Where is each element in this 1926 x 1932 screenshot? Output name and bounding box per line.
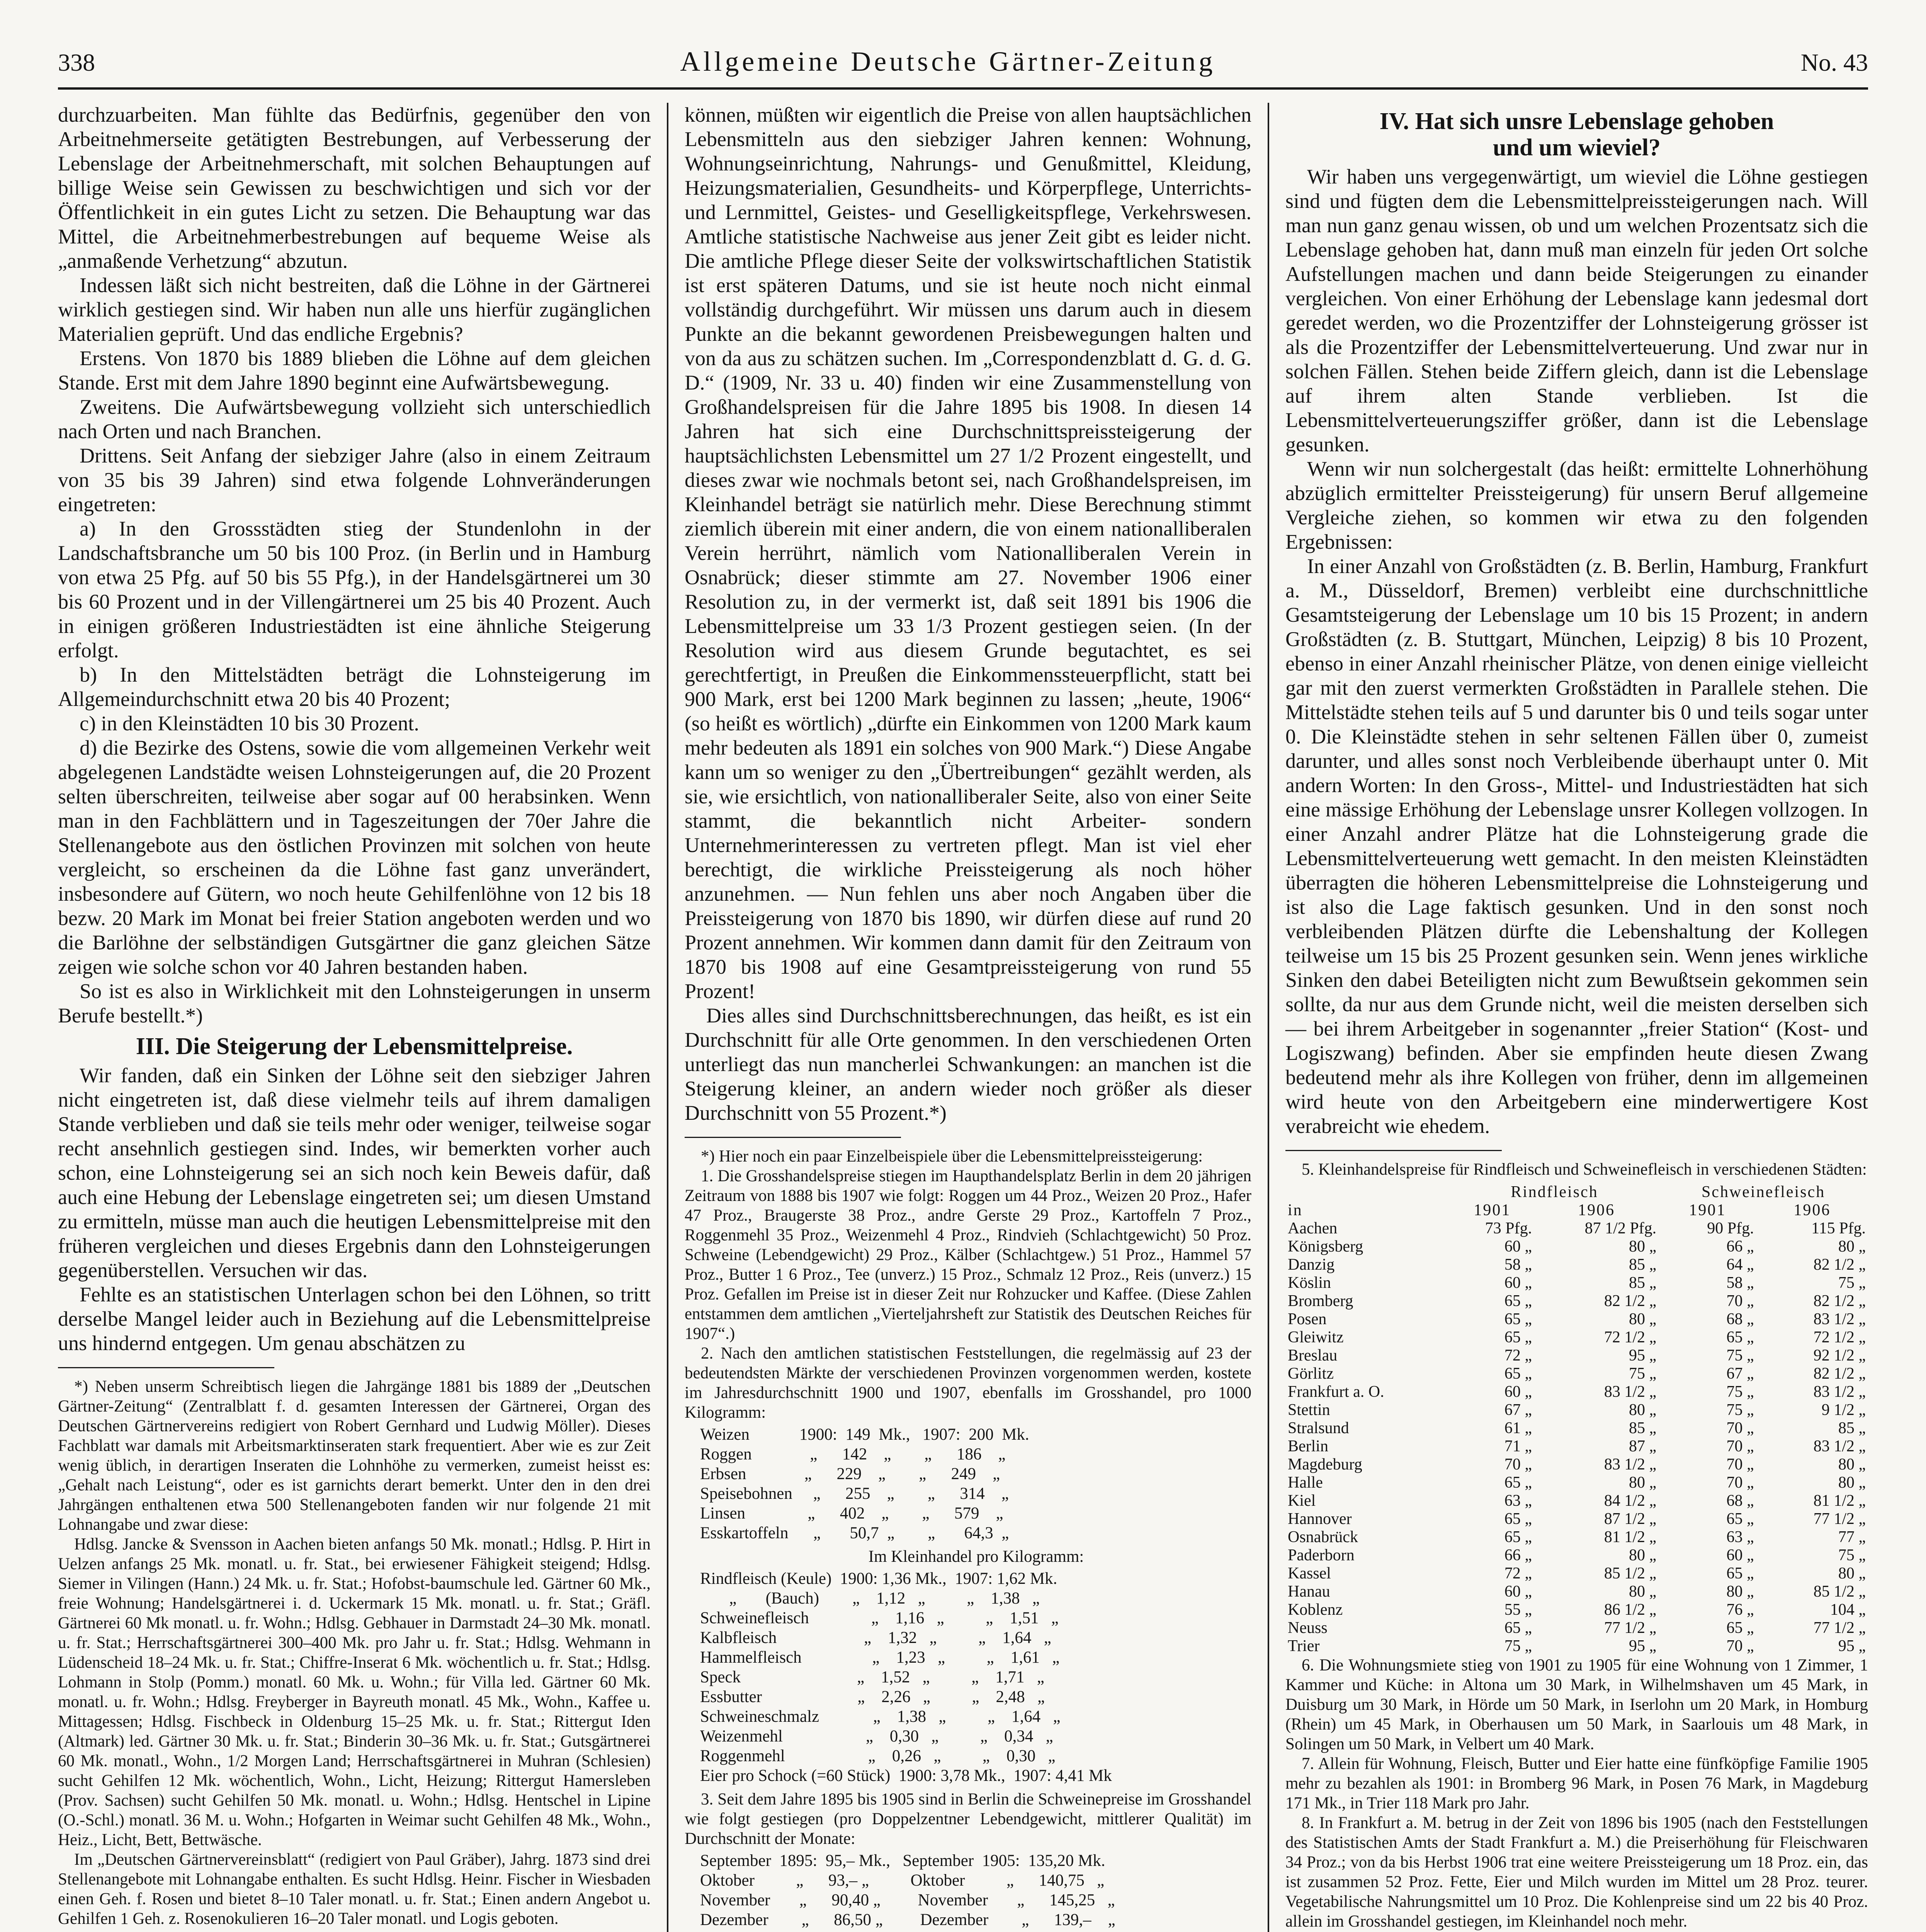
table-row [1285,1310,1868,1328]
table-cell: 104 „ [1830,1601,1866,1619]
table-cell: 65 „ [1726,1328,1754,1346]
table-cell: 65 „ [1504,1292,1532,1310]
paragraph: In einer Anzahl von Großstädten (z. B. Berlin, Hamburg, Frankfurt a. M., Düsseldorf, Bremen) verbleibt eine durchschnittliche Gesamtsteigerung der Lebenslage um 10 bis 15 Prozent; in andern Großstädten (z. B. Stuttgart, München, Leipzig) 8 bis 10 Prozent, ebenso in einer Anzahl rheinischer Plätze, von denen einige vielleicht gar mit den zuerst vermerkten Großstädten in Parallele stehen. Die Mittelstädte stehen teils auf 5 und darunter bis 0 und teils sogar unter 0. Die Kleinstädte stehen in sehr seltenen Fällen über 0, zumeist darunter, und alles sonst noch Verbleibende überhaupt unter 0. Mit andern Worten: In den Gross-, Mittel- und Industriestädten hat sich eine mässige Erhöhung der Lebenslage unsrer Kollegen vollzogen. In einer Anzahl andrer Plätze hat die Lohnsteigerung grade die Lebensmittelverteuerung wett gemacht. In den meisten Kleinstädten überragten die höheren Lebensmittelpreise die Lohnsteigerung und ist also die Lage faktisch gesunken. Und in den sonst noch verbleibenden Plätzen dürfte die Lebenshaltung der Kollegen teilweise um 15 bis 25 Prozent gesunken sein. Wenn jenes wirkliche Sinken den dabei Beteiligten nicht zum Bewußtsein gekommen sein sollte, da nur aus dem Grunde nicht, weil die meisten derselben sich — bei ihrem Arbeitgeber in sogenannter „freier Station“ (Kost- und Logiszwang) befinden. Aber sie empfinden heute diesen Zwang bedeutend mehr als ihre Kollegen von früher, denn im allgemeinen wird heute von den Arbeitgebern eine minderwertigere Kost verabreicht wie ehedem. [1285,554,1868,1138]
paragraph: Wir haben uns vergegenwärtigt, um wieviel die Löhne gestiegen sind und fügten dem die Lebensmittelpreissteigerungen nach. Will man nun ganz genau wissen, ob und um welchen Prozentsatz sich die Lebenslage gehoben hat, dann muß man einzeln für jeden Ort solche Aufstellungen machen und dann beide Steigerungen zu einander vergleichen. Von einer Erhöhung der Lebenslage kann jedesmal dort geredet werden, wo die Prozentziffer der Lohnsteigerung grösser ist als die Prozentziffer der Lebensmittelverteuerung. Und zwar nur in solchen Fällen. Stehen beide Ziffern gleich, dann ist die Lebenslage auf ihrem alten Stande verblieben. Ist die Lebensmittelverteuerungsziffer größer, dann ist die Lebenslage gesunken. [1285,165,1868,456]
page-header [58,46,1868,90]
table-cell: 60 „ [1504,1583,1532,1600]
table-cell: 72 1/2 „ [1604,1328,1657,1346]
table-cell: 65 „ [1726,1510,1754,1528]
table-cell: Stettin [1288,1401,1330,1419]
footnote-block [58,1377,651,1929]
table-cell: 70 „ [1726,1437,1754,1455]
table-cell: 85 „ [1629,1274,1657,1292]
table-cell: 81 1/2 „ [1604,1528,1657,1546]
table-row [1285,1637,1868,1655]
table-cell: 64 „ [1726,1256,1754,1274]
table-row [1285,1347,1868,1365]
table-cell: Osnabrück [1288,1528,1358,1546]
table-cell: 60 „ [1504,1383,1532,1401]
paragraph: Drittens. Seit Anfang der siebziger Jahre (also in einem Zeitraum von 35 bis 39 Jahren) sind etwa folgende Lohnveränderungen eingetreten: [58,444,651,516]
table-cell: Gleiwitz [1288,1328,1344,1346]
table-row [1285,1583,1868,1601]
table-cell: 65 „ [1504,1365,1532,1383]
footnote: *) Hier noch ein paar Einzelbeispiele über die Lebensmittelpreissteigerung: [701,1147,1203,1165]
footnote: 5. Kleinhandelspreise für Rindfleisch und Schweinefleisch in verschiedenen Städten: [1302,1160,1867,1179]
table-cell: 81 1/2 „ [1813,1492,1866,1510]
table-cell: Breslau [1288,1347,1338,1364]
table-cell: 80 „ [1838,1238,1866,1255]
table-cell: 80 „ [1629,1546,1657,1564]
table-row: Oktober „ 93,– „ Oktober „ 140,75 „ [700,1871,1105,1889]
footnote-block [1285,1160,1868,1932]
table-cell: 60 „ [1726,1546,1754,1564]
table-row [1285,1565,1868,1583]
table-heading: Im Kleinhandel pro Kilogramm: [868,1548,1084,1566]
table-row: Schweineschmalz „ 1,38 „ „ 1,64 „ [700,1708,1061,1726]
table-cell: Berlin [1288,1437,1328,1455]
table-cell: 70 „ [1504,1456,1532,1473]
table-cell: 75 „ [1504,1637,1532,1655]
table-cell: Kiel [1288,1492,1316,1510]
table-cell: 82 1/2 „ [1604,1292,1657,1310]
table-header-cell: 1901 [1689,1201,1726,1219]
table-cell: Hannover [1288,1510,1352,1528]
table-cell: 83 1/2 „ [1604,1383,1657,1401]
table-cell: 71 „ [1504,1437,1532,1455]
table-cell: Koblenz [1288,1601,1343,1619]
table-cell: Königsberg [1288,1238,1363,1255]
table-cell: Magdeburg [1288,1456,1362,1473]
table-header-cell: in [1288,1201,1303,1219]
section-heading-iv [1285,108,1868,161]
retail-price-table [700,1569,1251,1786]
table-cell: 84 1/2 „ [1604,1492,1657,1510]
table-cell: 77 „ [1838,1528,1866,1546]
table-cell: Kassel [1288,1565,1331,1582]
article-columns [58,103,1868,1932]
table-cell: 90 Pfg. [1707,1219,1754,1237]
table-row [1285,1401,1868,1419]
footnote: 2. Nach den amtlichen statistischen Feststellungen, die regelmässig auf 23 der bedeutendsten Märkte der verschiedenen Provinzen vorgenommen werden, kostete im Jahresdurchschnitt 1900 und 1907, ebenfalls im Grosshandel, pro 1000 Kilogramm: [685,1344,1251,1422]
table-cell: 82 1/2 „ [1813,1292,1866,1310]
table-cell: 61 „ [1504,1419,1532,1437]
table-header-cell: Schweinefleisch [1701,1183,1826,1201]
table-cell: 80 „ [1838,1565,1866,1582]
table-row [1285,1492,1868,1510]
table-cell: 82 1/2 „ [1813,1365,1866,1383]
table-row: Hammelfleisch „ 1,23 „ „ 1,61 „ [700,1648,1060,1667]
table-row [1285,1274,1868,1292]
footnote-block [685,1146,1251,1932]
table-cell: 80 „ [1629,1474,1657,1492]
footnote: *) Neben unserm Schreibtisch liegen die Jahrgänge 1881 bis 1889 der „Deutschen Gärtner-Zeitung“ (Zentralblatt f. d. gesamten Interessen der Gärtnerei, Organ des Deutschen Gärtnervereins redigiert von Robert Gernhard und Ludwig Möller). Dieses Fachblatt war damals mit Arbeitsmarktinseraten stark frequentiert. Aber wie es zur Zeit wenig üblich, in derartigen Inseraten die Lohnhöhe zu vermerken, zumeist heisst es: „Gehalt nach Leistung“, oder es ist garnichts derart bemerkt. Unter den in den drei Jahrgängen enthaltenen etwa 500 Stellenangeboten fanden wir nur folgende 21 mit Lohnangabe und zwar diese: [58,1378,651,1534]
heading-line: und um wieviel? [1493,134,1661,161]
table-row [1285,1528,1868,1546]
table-row: „ (Bauch) „ 1,12 „ „ 1,38 „ [700,1589,1040,1607]
table-cell: Frankfurt a. O. [1288,1383,1384,1401]
table-cell: 63 „ [1726,1528,1754,1546]
footnote: Im „Deutschen Gärtnervereinsblatt“ (redigiert von Paul Gräber), Jahrg. 1873 sind drei Stellenangebote mit Lohnangabe enthalten. Es sucht Hdlsg. Heinr. Fischer in Wiesbaden einen Geh. f. Rosen und bietet 8–10 Taler monatl. u. fr. Stat.; Einen andern Angebot u. Gehilfen 1 Geh. z. Rosenokulieren 16–20 Taler monatl. und Logis geboten. [58,1850,651,1928]
footnote: Hdlsg. Jancke & Svensson in Aachen bieten anfangs 50 Mk. monatl.; Hdlsg. P. Hirt in Uelzen anfangs 25 Mk. monatl. u. fr. Stat., bei erwiesener Fähigkeit steigend; Hdlsg. Siemer in Vilingen (Hann.) 24 Mk. u. fr. Stat.; Hofobst-baumschule led. Gärtner 60 Mk., freie Wohnung; Handelsgärtnerei i. d. Uckermark 15 Mk. monatl. u. fr. Stat.; Gräfl. Gärtnerei 60 Mk monatl. u. fr. Wohn.; Hdlsg. Gebhauer in Darmstadt 24–30 Mk. monatl. u. fr. Stat.; Herrschaftsgärtnerei 300–400 Mk. pro Jahr u. fr. Stat.; Hdlsg. Wehmann in Lüdenscheid 18–24 Mk. u. fr. Stat.; Chiffre-Inserat 6 Mk. wöchentlich u. fr. Stat.; Hdlsg. Lohmann in Stolp (Pomm.) monatl. 60 Mk. u. Wohn.; für Villa led. Gärtner 60 Mk. monatl. u. fr. Wohn.; Hdlsg. Freyberger in Bayreuth monatl. 45 Mk., Wohn., Kaffee u. Mittagessen; Hdlsg. Fischbeck in Oldenburg 15–25 Mk. u. fr. Stat.; Rittergut Iden (Altmark) led. Gärtner 30 Mk. u. fr. Stat.; Binderin 30–36 Mk. u. fr. Stat.; Gutsgärtnerei 60 Mk. monatl., Wohn., 1/2 Morgen Land; Herrschaftsgärtnerei in Muhran (Schlesien) sucht Gehilfen 12 Mk. wöchentlich, Wohn., Licht, Heizung; Rittergut Hamersleben (Prov. Sachsen) sucht Gehilfen 50 Mk. monatl. u. Wohn.; Hdlsg. Hentschel in Lipine (O.-Schl.) monatl. 36 M. u. Wohn.; Hofgarten in Weimar sucht Gehilfen 48 Mk., Wohn., Heiz., Licht, Bett, Bettwäsche. [58,1535,651,1849]
table-cell: 95 „ [1629,1347,1657,1364]
paragraph: Wir fanden, daß ein Sinken der Löhne seit den siebziger Jahren nicht eingetreten ist, daß diese vielmehr teils auf ihrem damaligen Stande verblieben und daß sie teils mehr oder weniger, teilweise sogar recht ansehnlich gestiegen sind. Indes, wir bemerkten vorher auch schon, eine Lohnsteigerung sei an sich noch kein Beweis dafür, daß auch eine Hebung der Lebenslage eingetreten sei; um diesen Umstand zu ermitteln, müsse man auch die heutigen Lebensmittelpreise mit den früheren vergleichen und dieses Ergebnis dann den Lohnsteigerungen gegenüberstellen. Versuchen wir das. [58,1064,651,1282]
table-cell: Trier [1288,1637,1320,1655]
city-meat-price-table [1285,1183,1868,1655]
table-cell: 115 Pfg. [1811,1219,1866,1237]
table-row: Eier pro Schock (=60 Stück) 1900: 3,78 Mk., 1907: 4,41 Mk [700,1767,1112,1785]
table-cell: 80 „ [1629,1310,1657,1328]
table-row: Essbutter „ 2,26 „ „ 2,48 „ [700,1688,1045,1706]
table-cell: 80 „ [1726,1583,1754,1600]
journal-title: Allgemeine Deutsche Gärtner-Zeitung [680,46,1216,77]
table-cell: 67 „ [1504,1401,1532,1419]
table-row [1285,1546,1868,1565]
table-cell: 70 „ [1726,1456,1754,1473]
table-cell: 72 „ [1504,1565,1532,1582]
table-cell: 82 1/2 „ [1813,1256,1866,1274]
table-cell: 83 1/2 „ [1604,1456,1657,1473]
footnote: 3. Seit dem Jahre 1895 bis 1905 sind in Berlin die Schweinepreise im Grosshandel wie folgt gestiegen (pro Doppelzentner Lebendgewicht, mittlerer Qualität) im Durchschnitt der Monate: [685,1790,1251,1848]
paragraph: b) In den Mittelstädten beträgt die Lohnsteigerung im Allgemeindurchschnitt etwa 20 bis 40 Prozent; [58,663,651,711]
table-cell: 83 1/2 „ [1813,1310,1866,1328]
table-cell: 9 1/2 „ [1821,1401,1866,1419]
footnote: 6. Die Wohnungsmiete stieg von 1901 zu 1905 für eine Wohnung von 1 Zimmer, 1 Kammer und Küche: in Altona um 30 Mark, in Wilhelmshaven um 45 Mark, in Duisburg um 30 Mark, in Hörde um 50 Mark, in Iserlohn um 20 Mark, in Homburg (Rhein) um 45 Mark, in Oberhausen um 50 Mark, in Saarlouis um 48 Mark, in Solingen um 50 Mark, in Velbert um 40 Mark. [1285,1656,1868,1753]
table-cell: 68 „ [1726,1492,1754,1510]
paragraph: Wenn wir nun solchergestalt (das heißt: ermittelte Lohnerhöhung abzüglich ermittelter Preissteigerung) für unsern Beruf allgemeine Vergleiche ziehen, so kommen wir etwa zu den folgenden Ergebnissen: [1285,457,1868,553]
table-cell: 75 „ [1838,1274,1866,1292]
table-header-row [1285,1183,1868,1201]
table-cell: Posen [1288,1310,1327,1328]
table-cell: 63 „ [1504,1492,1532,1510]
table-cell: 65 „ [1504,1310,1532,1328]
table-cell: 72 „ [1504,1347,1532,1364]
paragraph: d) die Bezirke des Ostens, sowie die vom allgemeinen Verkehr weit abgelegenen Landstädte weisen Lohnsteigerungen auf, die 20 Prozent selten überschreiten, teilweise aber sogar auf 00 herabsinken. Wenn man in den Fachblättern und in Tageszeitungen der 70er Jahre die Stellenangebote aus den östlichen Provinzen mit solchen von heute vergleicht, so erscheinen da die Löhne fast ganz unverändert, insbesondere auf Gütern, wo noch heute Gehilfenlöhne von 12 bis 18 bezw. 20 Mark im Monat bei freier Station angeboten werden und wo die Barlöhne der selbständigen Gutsgärtner die ganz gleichen Sätze zeigen wie solche schon vor 40 Jahren bestanden haben. [58,736,651,978]
column-2 [668,103,1269,1932]
table-cell: 77 1/2 „ [1813,1619,1866,1637]
table-cell: 85 „ [1629,1256,1657,1274]
table-cell: Stralsund [1288,1419,1349,1437]
paragraph: Erstens. Von 1870 bis 1889 blieben die Löhne auf dem gleichen Stande. Erst mit dem Jahre 1890 beginnt eine Aufwärtsbewegung. [58,347,651,394]
table-cell: 77 1/2 „ [1604,1619,1657,1637]
table-cell: 75 „ [1629,1365,1657,1383]
table-row: Dezember „ 86,50 „ Dezember „ 139,– „ [700,1911,1115,1929]
table-cell: 70 „ [1726,1637,1754,1655]
section-heading-iii: III. Die Steigerung der Lebensmittelpreise. [136,1033,573,1060]
table-cell: 80 „ [1838,1474,1866,1492]
paragraph: a) In den Grossstädten stieg der Stundenlohn in der Landschaftsbranche um 50 bis 100 Proz. (in Berlin und in Hamburg von etwa 25 Pfg. auf 50 bis 55 Pfg.), in der Handelsgärtnerei um 30 bis 60 Prozent und in der Villengärtnerei um 25 bis 40 Prozent. Auch in einigen größeren Industriestädten ist eine ähnliche Steigerung erfolgt. [58,517,651,662]
table-cell: 85 „ [1629,1419,1657,1437]
footnote: 7. Allein für Wohnung, Fleisch, Butter und Eier hatte eine fünfköpfige Familie 1905 mehr zu bezahlen als 1901: in Bromberg 96 Mark, in Posen 76 Mark, in Magdeburg 171 Mk., in Trier 118 Mark pro Jahr. [1285,1755,1868,1812]
table-cell: Köslin [1288,1274,1331,1292]
table-cell: 85 1/2 „ [1604,1565,1657,1582]
table-cell: 65 „ [1504,1510,1532,1528]
table-header-cell: 1906 [1578,1201,1615,1219]
footnote-divider [58,1367,274,1368]
table-cell: 70 „ [1726,1419,1754,1437]
table-cell: 58 „ [1726,1274,1754,1292]
table-header-row [1285,1201,1868,1219]
paragraph: Indessen läßt sich nicht bestreiten, daß die Löhne in der Gärtnerei wirklich gestiegen sind. Wir haben nun alle uns hierfür zugänglichen Materialien geprüft. Und das endliche Ergebnis? [58,274,651,345]
table-cell: 66 „ [1726,1238,1754,1255]
table-row [1285,1601,1868,1619]
table-cell: 70 „ [1726,1474,1754,1492]
table-cell: 85 1/2 „ [1813,1583,1866,1600]
table-cell: 75 „ [1726,1383,1754,1401]
table-cell: 75 „ [1838,1546,1866,1564]
table-cell: 67 „ [1726,1365,1754,1383]
table-cell: Halle [1288,1474,1323,1492]
table-row [1285,1219,1868,1238]
table-cell: 65 „ [1504,1474,1532,1492]
table-row [1285,1328,1868,1347]
table-header-cell: 1901 [1474,1201,1511,1219]
wholesale-price-table [700,1425,1251,1543]
column-1 [58,103,668,1932]
table-cell: 73 Pfg. [1485,1219,1532,1237]
table-row: September 1895: 95,– Mk., September 1905: 135,20 Mk. [700,1852,1105,1870]
table-cell: 80 „ [1629,1583,1657,1600]
table-cell: Bromberg [1288,1292,1353,1310]
table-cell: 65 „ [1504,1619,1532,1637]
table-cell: Aachen [1288,1219,1338,1237]
table-row [1285,1419,1868,1437]
table-cell: 65 „ [1504,1328,1532,1346]
table-header-cell: Rindfleisch [1511,1183,1598,1201]
table-cell: Danzig [1288,1256,1335,1274]
table-cell: 92 1/2 „ [1813,1347,1866,1364]
table-row [1285,1619,1868,1637]
table-header-cell [1285,1183,1450,1201]
table-cell: 83 1/2 „ [1813,1383,1866,1401]
table-cell: 60 „ [1504,1238,1532,1255]
table-row: Weizen 1900: 149 Mk., 1907: 200 Mk. [700,1425,1029,1444]
table-row: Roggenmehl „ 0,26 „ „ 0,30 „ [700,1747,1056,1765]
paragraph: Dies alles sind Durchschnittsberechnungen, das heißt, es ist ein Durchschnitt für alle Orte genommen. In den verschiedenen Orten unterliegt das nun mancherlei Schwankungen: an manchen ist die Steigerung kleiner, an andern wieder noch größer als dieser Durchschnitt von 55 Prozent.*) [685,1004,1251,1124]
table-row: Roggen „ 142 „ „ 186 „ [700,1445,1006,1463]
issue-number: No. 43 [1800,49,1868,76]
footnote: 8. In Frankfurt a. M. betrug in der Zeit von 1896 bis 1905 (nach den Feststellungen des Statistischen Amts der Stadt Frankfurt a. M.) die Preiserhöhung für Fleischwaren 34 Proz.; von da bis Herbst 1906 trat eine weitere Preissteigerung um 18 Proz. ein, das ist zusammen 52 Proz. Fette, Eier und Milch wurden im Mittel um 28 Proz. teurer. Vegetabilische Nahrungsmittel um 10 Proz. Die Kohlenpreise sind um 22 bis 40 Proz. allein im Grosshandel gestiegen, im Kleinhandel noch mehr. [1285,1814,1868,1930]
table-row [1285,1256,1868,1274]
table-cell: 86 1/2 „ [1604,1601,1657,1619]
table-cell: Paderborn [1288,1546,1355,1564]
table-row [1285,1437,1868,1456]
table-row: Speck „ 1,52 „ „ 1,71 „ [700,1668,1044,1686]
table-cell: 87 1/2 Pfg. [1584,1219,1657,1237]
table-cell: 87 1/2 „ [1604,1510,1657,1528]
table-row [1285,1456,1868,1474]
table-cell: 72 1/2 „ [1813,1328,1866,1346]
table-cell: 75 „ [1726,1347,1754,1364]
paragraph: So ist es also in Wirklichkeit mit den Lohnsteigerungen in unserm Berufe bestellt.*) [58,980,651,1027]
table-row: November „ 90,40 „ November „ 145,25 „ [700,1891,1115,1909]
table-cell: 85 „ [1838,1419,1866,1437]
page-number: 338 [58,49,95,76]
table-body [1285,1219,1868,1655]
table-row: Speisebohnen „ 255 „ „ 314 „ [700,1485,1009,1503]
table-cell: 80 „ [1629,1238,1657,1255]
table-cell: 80 „ [1838,1456,1866,1473]
table-row [1285,1238,1868,1256]
table-row [1285,1292,1868,1310]
table-row: Schweinefleisch „ 1,16 „ „ 1,51 „ [700,1609,1059,1627]
footnote-divider [685,1137,901,1138]
table-row: Kalbfleisch „ 1,32 „ „ 1,64 „ [700,1629,1051,1647]
paragraph: Zweitens. Die Aufwärtsbewegung vollzieht sich unterschiedlich nach Orten und nach Branchen. [58,395,651,443]
pork-price-table [700,1851,1251,1930]
table-cell: Görlitz [1288,1365,1334,1383]
table-header-cell: 1906 [1793,1201,1831,1219]
paragraph: können, müßten wir eigentlich die Preise von allen hauptsächlichen Lebensmitteln aus den siebziger Jahren kennen: Wohnung, Wohnungseinrichtung, Nahrungs- und Genußmittel, Kleidung, Heizungsmaterialien, Gesundheits- und Körperpflege, Unterrichts- und Lernmittel, Geistes- und Geselligkeitspflege, Verkehrswesen. Amtliche statistische Nachweise aus jener Zeit gibt es leider nicht. Die amtliche Pflege dieser Seite der volkswirtschaftlichen Statistik ist erst späteren Datums, und sie ist heute noch nicht einmal vollständig durchgeführt. Wir müssen uns darum auch in diesem Punkte an die bekannt gewordenen Preisbewegungen halten und von da aus zu schätzen suchen. Im „Correspondenzblatt d. G. d. G. D.“ (1909, Nr. 33 u. 40) finden wir eine Zusammenstellung von Großhandelspreisen für die Jahre 1895 bis 1908. In diesen 14 Jahren hat sich eine Durchschnittspreissteigerung der hauptsächlichsten Lebensmittel um 27 1/2 Prozent eingestellt, und dieses zwar wie nochmals betont sei, nach Großhandelspreisen, im Kleinhandel beträgt sie natürlich mehr. Diese Berechnung stimmt ziemlich überein mit einer andern, die von einem nationalliberalen Verein herrührt, nämlich vom Nationalliberalen Verein in Osnabrück; dieser stimmte am 27. November 1906 einer Resolution zu, in der vermerkt ist, daß seit 1891 bis 1906 die Lebensmittelpreise um 33 1/3 Prozent gestiegen seien. (In der Resolution wird aus diesem Grunde begutachtet, es sei gerechtfertigt, in Preußen die Einkommenssteuerpflicht, statt bei 900 Mark, erst bei 1200 Mark beginnen zu lassen; „heute, 1906“ (so heißt es wörtlich) „dürfte ein Einkommen von 1200 Mark kaum mehr bedeuten als 1891 ein solches von 900 Mark.“) Diese Angabe kann um so weniger zu den „Übertreibungen“ gezählt werden, als sie, wie ersichtlich, von nationalliberaler Seite, also von einer Seite stammt, die bekanntlich nicht Arbeiter- sondern Unternehmerinteressen zu vertreten pflegt. Man ist viel eher berechtigt, die wirkliche Preissteigerung als noch höher anzunehmen. — Nun fehlen uns aber noch Angaben über die Preissteigerung von 1870 bis 1890, wir dürfen diese auf rund 20 Prozent annehmen. Wir kommen dann damit für den Zeitraum von 1870 bis 1908 auf eine Gesamtpreissteigerung von rund 55 Prozent! [685,103,1251,1003]
table-cell: 75 „ [1726,1401,1754,1419]
table-cell: 95 „ [1629,1637,1657,1655]
table-row: Esskartoffeln „ 50,7 „ „ 64,3 „ [700,1524,1009,1542]
table-cell: 55 „ [1504,1601,1532,1619]
table-row [1285,1383,1868,1401]
table-cell: 60 „ [1504,1274,1532,1292]
table-row: Linsen „ 402 „ „ 579 „ [700,1504,1003,1522]
table-cell: 68 „ [1726,1310,1754,1328]
table-cell: 66 „ [1504,1546,1532,1564]
table-cell: 77 1/2 „ [1813,1510,1866,1528]
table-cell: 87 „ [1629,1437,1657,1455]
table-cell: 65 „ [1726,1565,1754,1582]
paragraph: c) in den Kleinstädten 10 bis 30 Prozent. [80,712,419,735]
footnote-divider [1285,1150,1502,1151]
footnote: 1. Die Grosshandelspreise stiegen im Haupthandelsplatz Berlin in dem 20 jährigen Zeitraum von 1888 bis 1907 wie folgt: Roggen um 44 Proz., Weizen 20 Proz., Hafer 47 Proz., Braugerste 38 Proz., andre Gerste 29 Proz., Kartoffeln 7 Proz., Roggenmehl 35 Proz., Weizenmehl 4 Proz., Rindvieh (Schlachtgewicht) 50 Proz. Schweine (Lebendgewicht) 29 Proz., Kälber (Schlachtgew.) 51 Proz., Hammel 57 Proz., Butter 1 6 Proz., Tee (unverz.) 15 Proz., Schmalz 12 Proz., Reis (unverz.) 15 Proz. Gefallen im Preise ist in dieser Zeit nur Rohzucker und Kaffee. (Diese Zahlen entstammen dem amtlichen „Vierteljahrsheft zur Statistik des Deutschen Reiches für 1907“.) [685,1167,1251,1343]
table-cell: Neuss [1288,1619,1328,1637]
table-cell: 65 „ [1726,1619,1754,1637]
table-row: Erbsen „ 229 „ „ 249 „ [700,1465,1000,1483]
table-cell: 95 „ [1838,1637,1866,1655]
table-cell: Hanau [1288,1583,1330,1600]
paragraph: durchzuarbeiten. Man fühlte das Bedürfnis, gegenüber den von Arbeitnehmerseite getätigten Bestrebungen, auf Verbesserung der Lebenslage der Arbeitnehmerschaft, mit solchen Behauptungen auf billige Weise sein Gewissen zu beschwichtigen und sich vor der Öffentlichkeit in ein gutes Licht zu setzen. Die Behauptung war das Mittel, die Arbeitnehmerbestrebungen auf bequeme Weise als „anmaßende Verhetzung“ abzutun. [58,103,651,272]
table-row: Rindfleisch (Keule) 1900: 1,36 Mk., 1907: 1,62 Mk. [700,1570,1057,1588]
table-cell: 58 „ [1504,1256,1532,1274]
table-row: Weizenmehl „ 0,30 „ „ 0,34 „ [700,1727,1053,1745]
column-3 [1269,103,1868,1932]
table-cell: 65 „ [1504,1528,1532,1546]
table-row [1285,1365,1868,1383]
paragraph: Fehlte es an statistischen Unterlagen schon bei den Löhnen, so tritt derselbe Mangel leider auch in Beziehung auf die Lebensmittelpreise uns hindernd entgegen. Um genau abschätzen zu [58,1283,651,1355]
table-cell: 76 „ [1726,1601,1754,1619]
table-row [1285,1510,1868,1528]
table-cell: 80 „ [1629,1401,1657,1419]
table-cell: 83 1/2 „ [1813,1437,1866,1455]
table-row [1285,1474,1868,1492]
heading-line: IV. Hat sich unsre Lebenslage gehoben [1379,108,1774,134]
table-cell: 70 „ [1726,1292,1754,1310]
